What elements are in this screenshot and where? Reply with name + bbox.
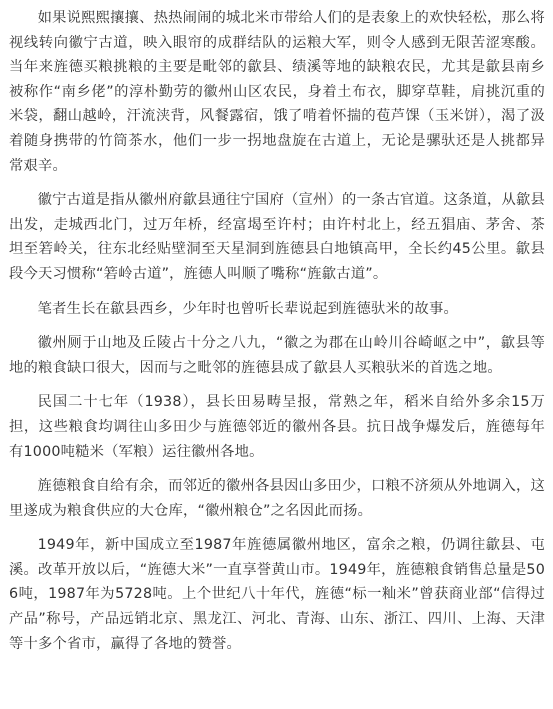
paragraph-huining-ancient-road: 徽宁古道是指从徽州府歙县通往宁国府（宣州）的一条古官道。这条道，从歙县出发，走城西北门，过万年桥，经富堨至许村；由许村北上，经五猖庙、茅舍、茶坦至箬岭关，往东北经贴壁洞至天星洞到旌德县白地镇高甲，全长约45公里。歙县段今天习惯称“箬岭古道”，旌德人叫顺了嘴称“旌歙古道”。 — [9, 192, 545, 282]
paragraph-1949-1987-sales: 1949年，新中国成立至1987年旌德属徽州地区，富余之粮，仍调往歙县、屯溪。改革开放以后，“旌德大米”一直享誉黄山市。1949年，旌德粮食销售总量是506吨，1987年为5728吨。上个世纪八十年代，旌德“标一籼米”曾获商业部“信得过产品”称号，产品远销北京、黑龙江、河北、青海、山东、浙江、四川、上海、天津等十多个省市，赢得了各地的赞誉。 — [9, 537, 545, 652]
paragraph-grain-transport: 如果说熙熙攘攘、热热闹闹的城北米市带给人们的是表象上的欢快轻松，那么将视线转向徽宁古道，映入眼帘的成群结队的运粮大军，则令人感到无限苦涩寒酸。当年来旌德买粮挑粮的主要是毗邻的歙县、绩溪等地的缺粮农民，尤其是歙县南乡被称作“南乡佬”的淳朴勤劳的徽州山区农民，身着土布衣，脚穿草鞋，肩挑沉重的米袋，翻山越岭，汗流浃背，风餐露宿，饿了啃着怀揣的苞芦馃（玉米饼），渴了汲着随身携带的竹筒茶水，他们一步一拐地盘旋在古道上，无论是骡驮还是人挑都异常艰辛。 — [9, 10, 545, 174]
article-body — [9, 6, 545, 666]
paragraph-huizhou-terrain: 徽州厕于山地及丘陵占十分之八九，“徽之为郡在山岭川谷崎岖之中”，歙县等地的粮食缺口很大，因而与之毗邻的旌德县成了歙县人买粮驮米的首选之地。 — [9, 335, 545, 376]
paragraph-1938-report: 民国二十七年（1938），县长田易畴呈报，常熟之年，稻米自给外多余15万担，这些粮食均调往山多田少与旌德邻近的徽州各县。抗日战争爆发后，旌德每年有1000吨糙米（军粮）运往徽州各地。 — [9, 394, 545, 460]
paragraph-author-memory: 笔者生长在歙县西乡，少年时也曾听长辈说起到旌德驮米的故事。 — [37, 300, 458, 317]
paragraph-huizhou-granary: 旌德粮食自给有余，而邻近的徽州各县因山多田少，口粮不济须从外地调入，这里遂成为粮食供应的大仓库，“徽州粮仓”之名因此而扬。 — [9, 478, 545, 519]
